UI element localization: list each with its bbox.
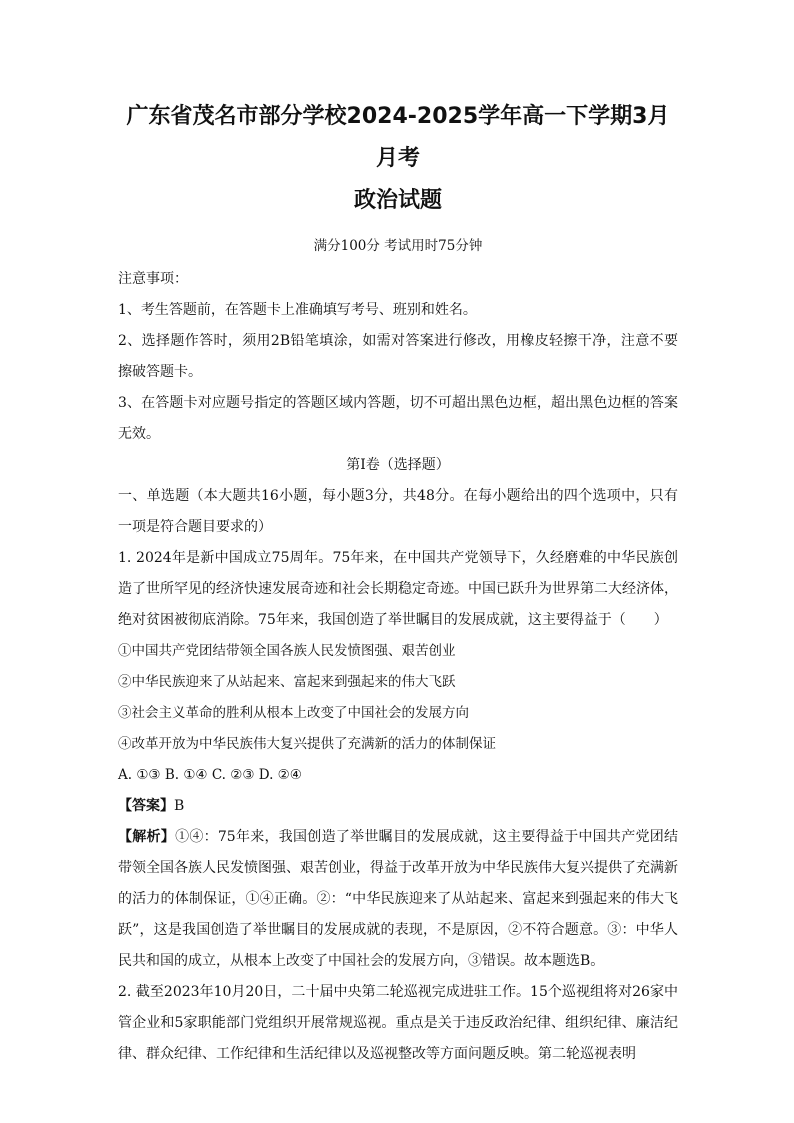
question-1-stem: 1. 2024年是新中国成立75周年。75年来，在中国共产党领导下，久经磨难的中华民族创造了世所罕见的经济快速发展奇迹和社会长期稳定奇迹。中国已跃升为世界第二大经济体，绝对贫困被彻底消除。75年来，我国创造了举世瞩目的发展成就，这主要得益于（ ） — [118, 550, 678, 628]
question-1-choices: A. ①③ B. ①④ C. ②③ D. ②④ — [118, 767, 302, 783]
question-1-option-2: ②中华民族迎来了从站起来、富起来到强起来的伟大飞跃 — [118, 674, 456, 690]
notes-item-2: 2、选择题作答时，须用2B铅笔填涂，如需对答案进行修改，用橡皮轻擦干净，注意不要擦破答题卡。 — [118, 333, 678, 380]
section-instructions: 一、单选题（本大题共16小题，每小题3分，共48分。在每小题给出的四个选项中，只有一项是符合题目要求的） — [118, 488, 678, 535]
question-1-option-1: ①中国共产党团结带领全国各族人民发愤图强、艰苦创业 — [118, 643, 456, 659]
document-title-line1: 广东省茂名市部分学校2024-2025学年高一下学期3月月考 — [126, 104, 670, 171]
notes-heading: 注意事项： — [118, 271, 188, 287]
question-1-answer — [118, 791, 678, 822]
analysis-label: 【解析】 — [118, 829, 176, 845]
question-1-analysis — [118, 822, 678, 977]
section-heading: 第Ⅰ卷（选择题） — [346, 457, 450, 473]
answer-label: 【答案】 — [118, 798, 174, 814]
notes-item-1: 1、考生答题前，在答题卡上准确填写考号、班别和姓名。 — [118, 302, 477, 318]
notes-item-3: 3、在答题卡对应题号指定的答题区域内答题，切不可超出黑色边框，超出黑色边框的答案无效。 — [118, 395, 678, 442]
analysis-text: ①④：75年来，我国创造了举世瞩目的发展成就，这主要得益于中国共产党团结带领全国各族人民发愤图强、艰苦创业，得益于改革开放为中华民族伟大复兴提供了充满新的活力的体制保证，①④正确。②：“中华民族迎来了从站起来、富起来到强起来的伟大飞跃”，这是我国创造了举世瞩目的发展成就的表现，不是原因，②不符合题意。③：中华人民共和国的成立，从根本上改变了中国社会的发展方向，③错误。故本题选B。 — [118, 829, 679, 969]
question-2-stem: 2. 截至2023年10月20日，二十届中央第二轮巡视完成进驻工作。15个巡视组将对26家中管企业和5家职能部门党组织开展常规巡视。重点是关于违反政治纪律、组织纪律、廉洁纪律、群众纪律、工作纪律和生活纪律以及巡视整改等方面问题反映。第二轮巡视表明 — [118, 984, 678, 1062]
answer-value: B — [174, 798, 185, 814]
document-title-line2: 政治试题 — [353, 188, 442, 213]
question-1-option-3: ③社会主义革命的胜利从根本上改变了中国社会的发展方向 — [118, 705, 469, 721]
question-1-option-4: ④改革开放为中华民族伟大复兴提供了充满新的活力的体制保证 — [118, 736, 496, 752]
exam-meta: 满分100分 考试用时75分钟 — [313, 238, 483, 254]
document-body — [118, 96, 678, 1070]
